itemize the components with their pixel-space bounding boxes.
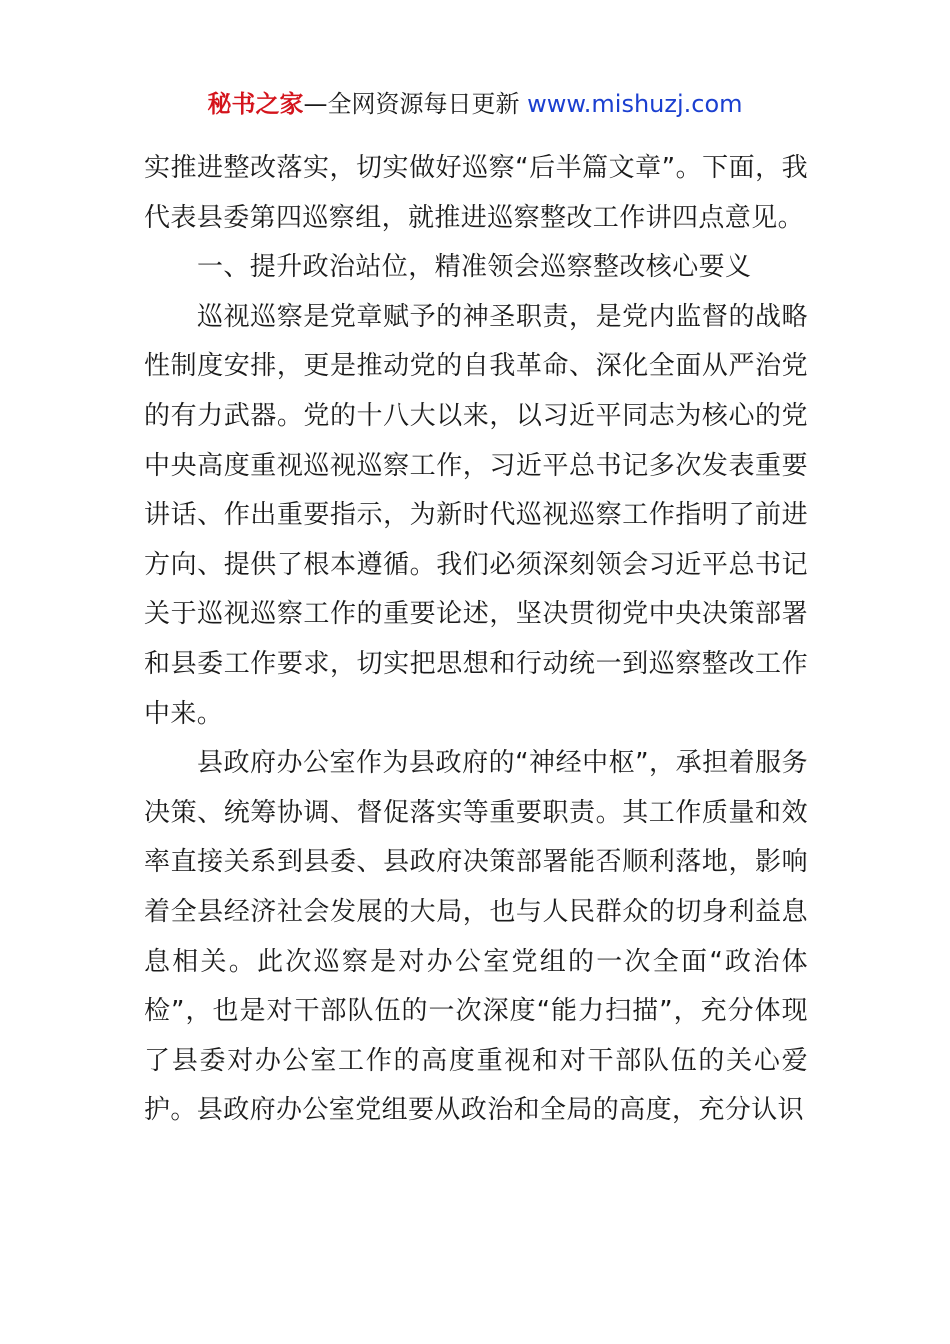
section-heading: 一、提升政治站位，精准领会巡察整改核心要义	[197, 252, 752, 283]
document-body	[144, 144, 808, 1136]
header-tagline: —全网资源每日更新	[303, 90, 528, 118]
header-brand: 秘书之家	[207, 90, 304, 118]
paragraph: 县政府办公室作为县政府的“神经中枢”，承担着服务决策、统筹协调、督促落实等重要职责。其工作质量和效率直接关系到县委、县政府决策部署能否顺利落地，影响着全县经济社会发展的大局，也与人民群众的切身利益息息相关。此次巡察是对办公室党组的一次全面“政治体检”，也是对干部队伍的一次深度“能力扫描”，充分体现了县委对办公室工作的高度重视和对干部队伍的关心爱护。县政府办公室党组要从政治和全局的高度，充分认识	[144, 748, 808, 1126]
header-url-link[interactable]: www.mishuzj.com	[527, 90, 743, 118]
paragraph: 巡视巡察是党章赋予的神圣职责，是党内监督的战略性制度安排，更是推动党的自我革命、深化全面从严治党的有力武器。党的十八大以来，以习近平同志为核心的党中央高度重视巡视巡察工作，习近平总书记多次发表重要讲话、作出重要指示，为新时代巡视巡察工作指明了前进方向、提供了根本遵循。我们必须深刻领会习近平总书记关于巡视巡察工作的重要论述，坚决贯彻党中央决策部署和县委工作要求，切实把思想和行动统一到巡察整改工作中来。	[144, 301, 808, 729]
paragraph-continuation: 实推进整改落实，切实做好巡察“后半篇文章”。下面，我代表县委第四巡察组，就推进巡察整改工作讲四点意见。	[144, 153, 808, 233]
page-header	[0, 86, 950, 122]
